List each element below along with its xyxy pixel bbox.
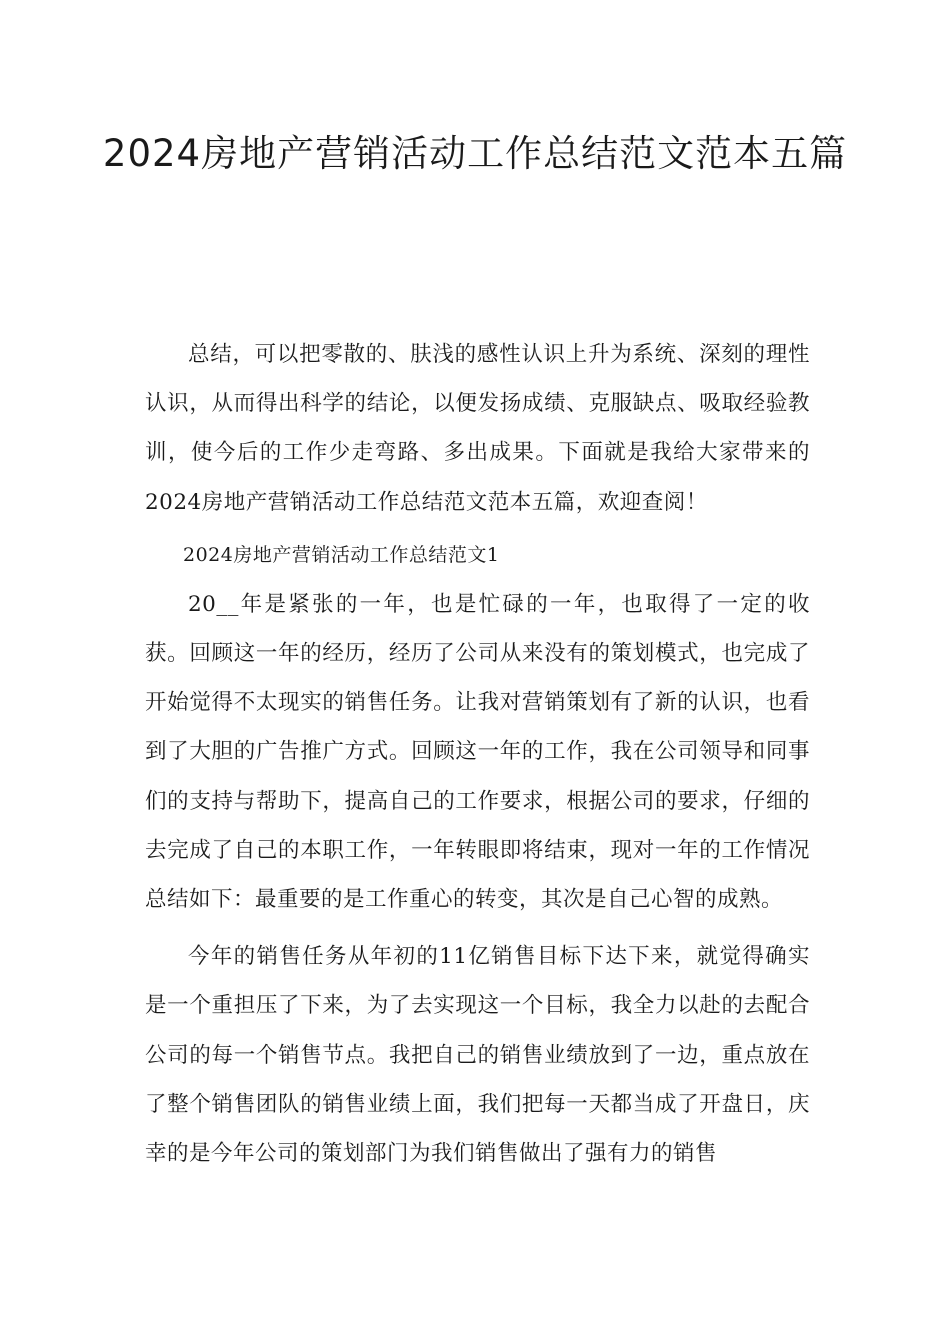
intro-paragraph: 总结，可以把零散的、肤浅的感性认识上升为系统、深刻的理性认识，从而得出科学的结论，以便发扬成绩、克服缺点、吸取经验教训，使今后的工作少走弯路、多出成果。下面就是我给大家带来的2024房地产营销活动工作总结范文范本五篇，欢迎查阅！	[145, 342, 810, 515]
body-paragraph: 20__年是紧张的一年，也是忙碌的一年，也取得了一定的收获。回顾这一年的经历，经历了公司从来没有的策划模式，也完成了开始觉得不太现实的销售任务。让我对营销策划有了新的认识，也看到了大胆的广告推广方式。回顾这一年的工作，我在公司领导和同事们的支持与帮助下，提高自己的工作要求，根据公司的要求，仔细的去完成了自己的本职工作，一年转眼即将结束，现对一年的工作情况总结如下：最重要的是工作重心的转变，其次是自己心智的成熟。	[145, 591, 810, 913]
body-paragraph: 今年的销售任务从年初的11亿销售目标下达下来，就觉得确实是一个重担压了下来，为了去实现这一个目标，我全力以赴的去配合公司的每一个销售节点。我把自己的销售业绩放到了一边，重点放在了整个销售团队的销售业绩上面，我们把每一天都当成了开盘日，庆幸的是今年公司的策划部门为我们销售做出了强有力的销售	[145, 944, 810, 1167]
document-body	[145, 330, 810, 1178]
section-heading: 2024房地产营销活动工作总结范文1	[183, 543, 500, 566]
document-title: 2024房地产营销活动工作总结范文范本五篇	[102, 132, 848, 175]
